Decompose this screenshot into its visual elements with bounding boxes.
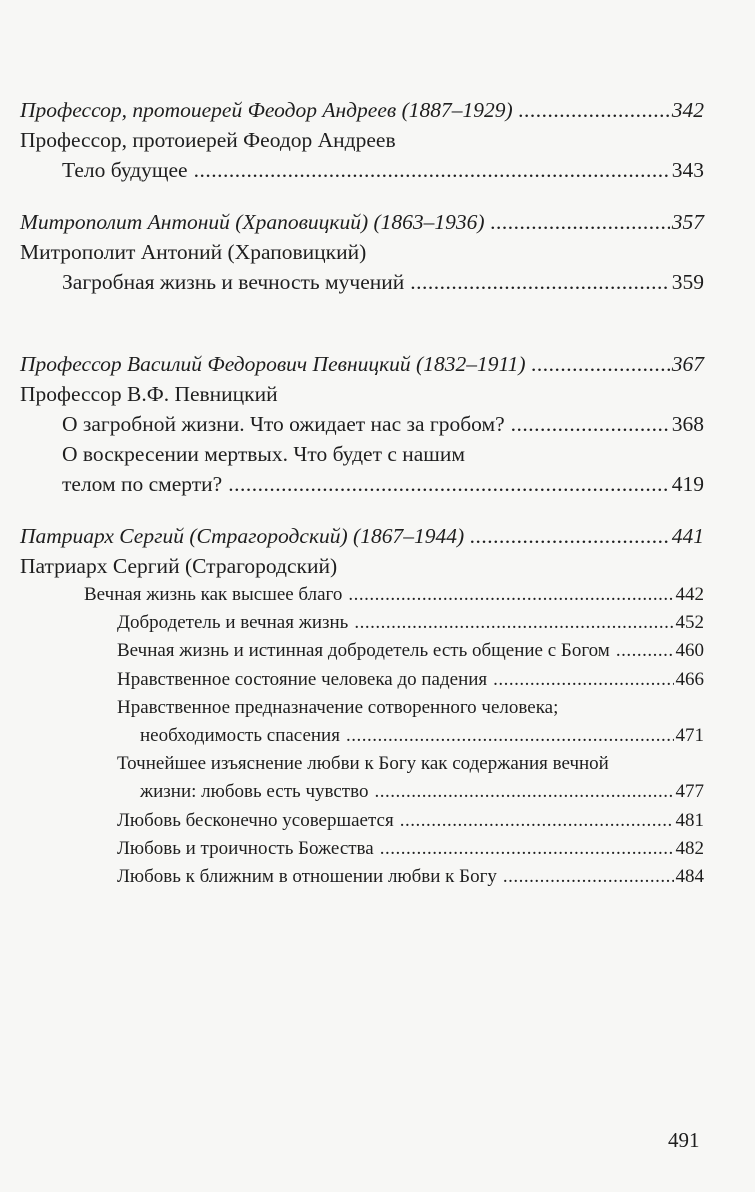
toc-section-heading: Митрополит Антоний (Храповицкий) (20, 240, 367, 264)
toc-entry-author (20, 95, 704, 125)
toc-entry-page: 368 (671, 412, 704, 436)
toc-section-heading: Профессор, протоиерей Феодор Андреев (20, 128, 396, 152)
toc-entry-page: 481 (675, 809, 704, 831)
dot-leader (228, 469, 670, 499)
toc-entry-page: 357 (671, 210, 704, 234)
toc-entry-page: 484 (675, 866, 704, 888)
toc-entry-title: Вечная жизнь и истинная добродетель есть общение с Богом (117, 640, 610, 662)
dot-leader (470, 521, 670, 551)
dot-leader (493, 666, 673, 694)
dot-leader (491, 207, 670, 237)
dot-leader (346, 722, 674, 750)
page-number: 491 (668, 1128, 700, 1152)
toc-entry-page: 452 (675, 612, 704, 634)
toc-entry-title: Профессор, протоиерей Феодор Андреев (1887–1929) (20, 98, 513, 122)
toc-entry (20, 722, 704, 750)
dot-leader (503, 863, 674, 891)
toc-entry-page: 419 (671, 472, 704, 496)
dot-leader (348, 581, 673, 609)
toc-entry-title: жизни: любовь есть чувство (140, 781, 369, 803)
toc-entry-title: О загробной жизни. Что ожидает нас за гробом? (62, 412, 505, 436)
toc-entry-title: Профессор Василий Федорович Певницкий (1832–1911) (20, 352, 526, 376)
toc-section-heading: Профессор В.Ф. Певницкий (20, 382, 278, 406)
dot-leader (354, 609, 673, 637)
toc-entry-author (20, 207, 704, 237)
toc-entry-page: 460 (675, 640, 704, 662)
toc-entry-title: Загробная жизнь и вечность мучений (62, 270, 405, 294)
dot-leader (400, 807, 674, 835)
toc-entry (20, 778, 704, 806)
toc-entry-page: 477 (675, 781, 704, 803)
dot-leader (519, 95, 670, 125)
toc-entry-title: Добродетель и вечная жизнь (117, 612, 349, 634)
toc-entry-author (20, 349, 704, 379)
toc-section-heading: Патриарх Сергий (Страгородский) (20, 554, 338, 578)
toc-entry-title-line1: Точнейшее изъяснение любви к Богу как содержания вечной (117, 753, 609, 775)
table-of-contents (20, 95, 704, 891)
dot-leader (410, 267, 669, 297)
toc-entry-page: 482 (675, 837, 704, 859)
dot-leader (616, 637, 674, 665)
toc-entry (20, 155, 704, 185)
toc-entry-page: 359 (671, 270, 704, 294)
dot-leader (380, 835, 674, 863)
toc-entry (20, 666, 704, 694)
dot-leader (374, 778, 673, 806)
dot-leader (532, 349, 670, 379)
toc-entry-title-line1: О воскресении мертвых. Что будет с нашим (62, 442, 465, 466)
toc-entry-page: 442 (675, 584, 704, 605)
toc-entry-title: Любовь и троичность Божества (117, 837, 374, 859)
dot-leader (511, 409, 670, 439)
toc-entry-page: 466 (675, 668, 704, 690)
toc-entry-title: необходимость спасения (140, 725, 340, 747)
toc-entry-title: Тело будущее (62, 158, 188, 182)
toc-entry-title: Нравственное состояние человека до падения (117, 668, 488, 690)
dot-leader (194, 155, 670, 185)
toc-entry-title: Митрополит Антоний (Храповицкий) (1863–1936) (20, 210, 485, 234)
toc-entry-author (20, 521, 704, 551)
toc-entry (20, 469, 704, 499)
toc-entry-page: 471 (675, 725, 704, 747)
toc-entry-title: телом по смерти? (62, 472, 223, 496)
toc-entry-page: 342 (671, 98, 704, 122)
toc-entry-title: Вечная жизнь как высшее благо (84, 584, 343, 605)
toc-entry (20, 581, 704, 609)
toc-entry (20, 863, 704, 891)
toc-entry (20, 609, 704, 637)
toc-entry-page: 343 (671, 158, 704, 182)
toc-entry (20, 267, 704, 297)
toc-entry (20, 637, 704, 665)
toc-entry-title: Патриарх Сергий (Страгородский) (1867–1944) (20, 524, 465, 548)
toc-entry-page: 367 (671, 352, 704, 376)
toc-entry-page: 441 (671, 524, 704, 548)
toc-entry (20, 409, 704, 439)
toc-entry (20, 807, 704, 835)
toc-entry (20, 835, 704, 863)
toc-entry-title-line1: Нравственное предназначение сотворенного человека; (117, 696, 559, 718)
toc-entry-title: Любовь к ближним в отношении любви к Богу (117, 866, 497, 888)
toc-entry-title: Любовь бесконечно усовершается (117, 809, 394, 831)
